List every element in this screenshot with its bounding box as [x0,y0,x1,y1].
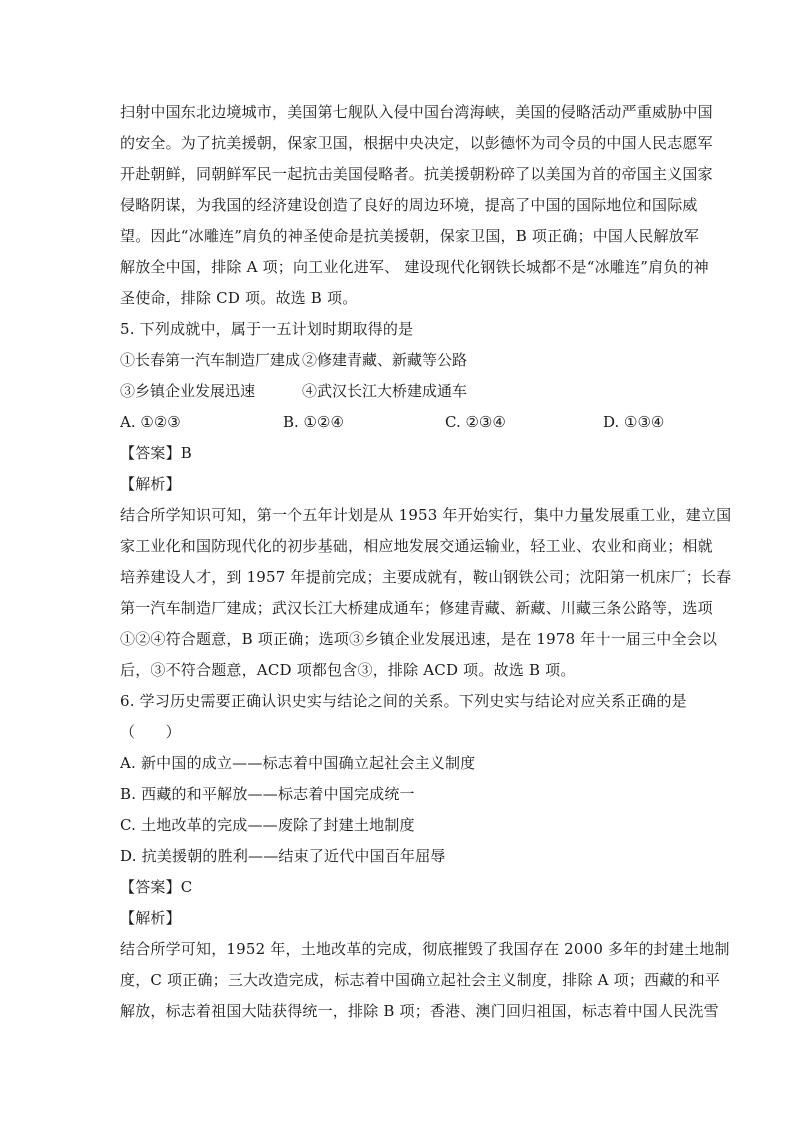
question-items-row [120,345,676,376]
question-items-row [120,376,676,407]
analysis-line: 结合所学知识可知，第一个五年计划是从 1953 年开始实行，集中力量发展重工业，建立国 [120,506,732,524]
option-a: A. ①②③ [120,413,181,431]
answer-paren: （ ） [120,723,181,741]
previous-analysis [120,97,713,314]
document-page [120,97,732,1027]
analysis-line: 第一汽车制造厂建成；武汉长江大桥建成通车；修建青藏、新藏、川藏三条公路等，选项 [120,599,713,617]
option-d: D. 抗美援朝的胜利——结束了近代中国百年屈辱 [120,847,446,865]
answer-options [120,407,676,438]
option-b: B. ①②④ [283,413,344,431]
question-stem: 6. 学习历史需要正确认识史实与结论之间的关系。下列史实与结论对应关系正确的是 [120,692,687,710]
question-item: ①长春第一汽车制造厂建成 [120,351,301,369]
analysis-line: 望。因此“冰雕连”肩负的神圣使命是抗美援朝，保家卫国，B 项正确；中国人民解放军 [120,227,700,245]
analysis-line: 培养建设人才，到 1957 年提前完成；主要成就有，鞍山钢铁公司；沈阳第一机床厂；长春 [120,568,732,586]
question-6 [120,686,730,1027]
analysis-line: 家工业化和国防现代化的初步基础，相应地发展交通运输业，轻工业、农业和商业；相就 [120,537,713,555]
question-5 [120,314,732,686]
question-stem: 5. 下列成就中，属于一五计划时期取得的是 [120,320,414,338]
option-c: C. ②③④ [445,413,506,431]
analysis-line: 解放，标志着祖国大陆获得统一，排除 B 项；香港、澳门回归祖国，标志着中国人民洗雪 [120,1002,719,1020]
option-a: A. 新中国的成立——标志着中国确立起社会主义制度 [120,754,476,772]
option-c: C. 土地改革的完成——废除了封建土地制度 [120,816,415,834]
analysis-line: 结合所学可知，1952 年，土地改革的完成，彻底摧毁了我国存在 2000 多年的封建土地制 [120,940,730,958]
option-d: D. ①③④ [603,413,665,431]
analysis-line: 后，③不符合题意，ACD 项都包含③，排除 ACD 项。故选 B 项。 [120,661,576,679]
analysis-line: 开赴朝鲜，同朝鲜军民一起抗击美国侵略者。抗美援朝粉碎了以美国为首的帝国主义国家 [120,165,713,183]
analysis-line: ①②④符合题意，B 项正确；选项③乡镇企业发展迅速，是在 1978 年十一届三中全会以 [120,630,718,648]
question-item: ④武汉长江大桥建成通车 [302,382,468,400]
question-item: ②修建青藏、新藏等公路 [302,351,468,369]
analysis-label: 【解析】 [120,475,181,493]
answer-label: 【答案】B [120,444,193,462]
option-b: B. 西藏的和平解放——标志着中国完成统一 [120,785,415,803]
analysis-line: 度，C 项正确；三大改造完成，标志着中国确立起社会主义制度，排除 A 项；西藏的和平 [120,971,721,989]
analysis-line: 侵略阴谋，为我国的经济建设创造了良好的周边环境，提高了中国的国际地位和国际威 [120,196,698,214]
analysis-line: 扫射中国东北边境城市，美国第七舰队入侵中国台湾海峡，美国的侵略活动严重威胁中国 [120,103,713,121]
question-item: ③乡镇企业发展迅速 [120,382,256,400]
answer-label: 【答案】C [120,878,193,896]
analysis-line: 圣使命，排除 CD 项。故选 B 项。 [120,289,358,307]
analysis-line: 的安全。为了抗美援朝，保家卫国，根据中央决定，以彭德怀为司令员的中国人民志愿军 [120,134,713,152]
analysis-label: 【解析】 [120,909,181,927]
analysis-line: 解放全中国，排除 A 项；向工业化进军、 建设现代化钢铁长城都不是“冰雕连”肩负的神 [120,258,709,276]
